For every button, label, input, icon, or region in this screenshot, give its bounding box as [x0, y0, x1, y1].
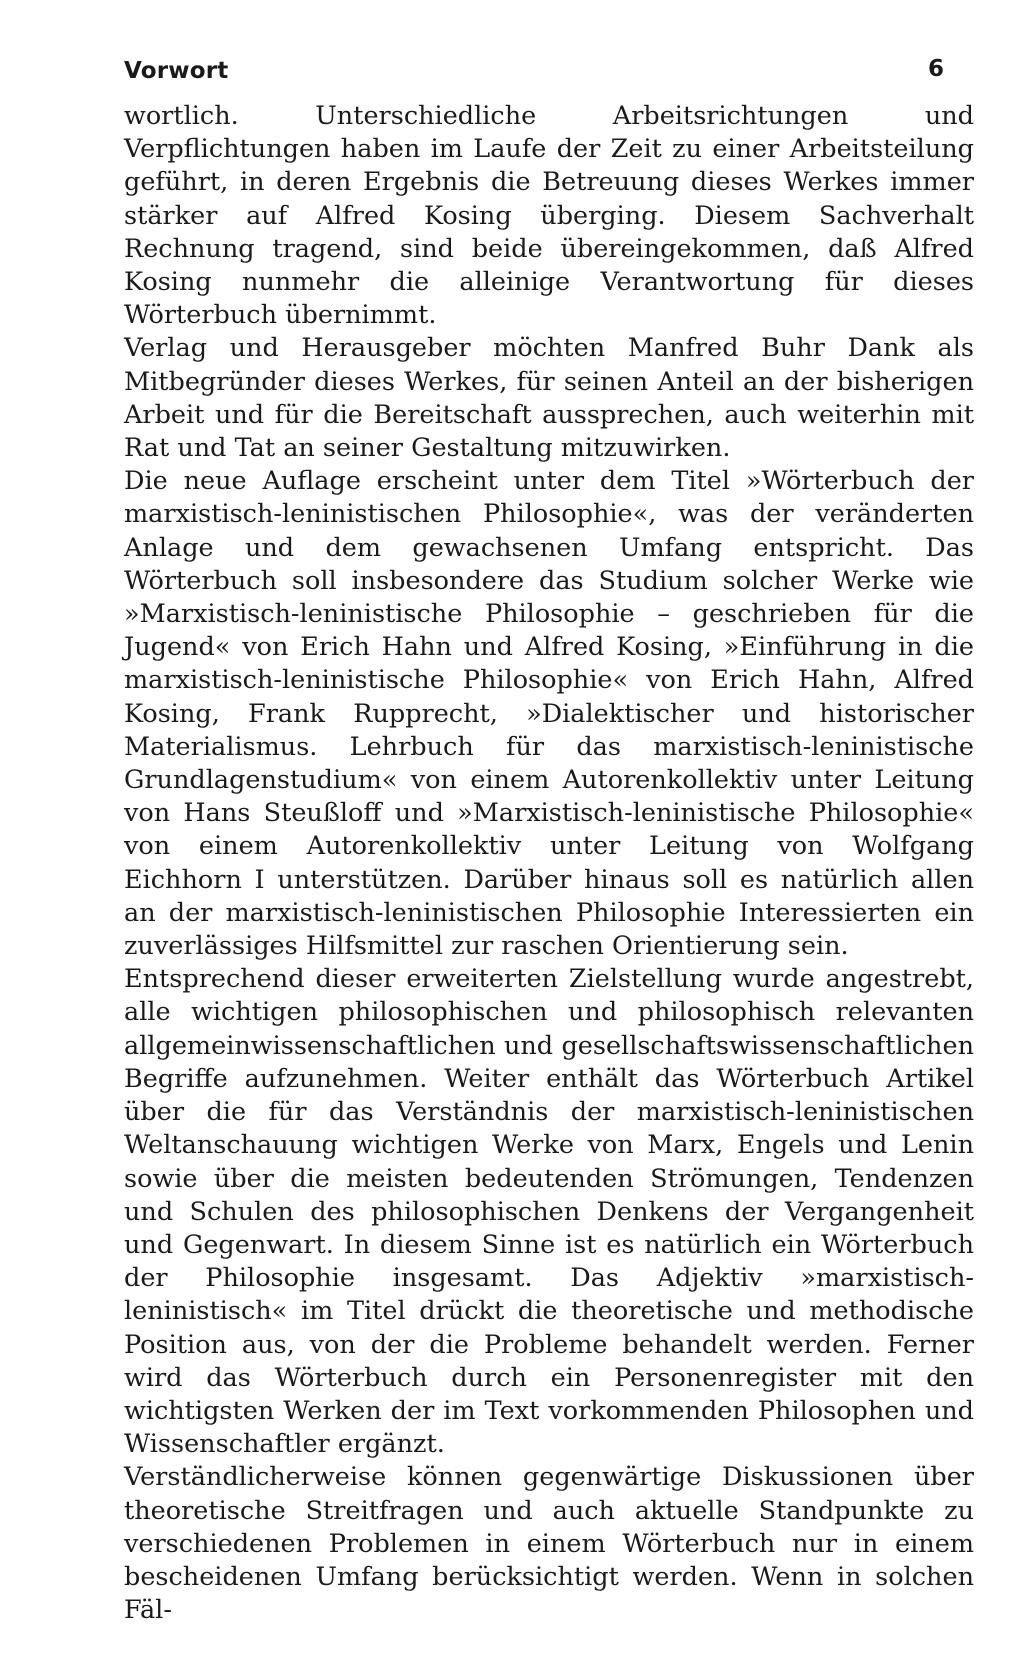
running-header	[124, 50, 974, 90]
paragraph-1: wortlich. Unterschiedliche Arbeitsrichtungen und Verpflichtungen haben im Laufe der Zeit zu einer Arbeitsteilung geführt, in deren Ergebnis die Betreuung dieses Werkes immer stärker auf Alfred Kosing überging. Diesem Sachverhalt Rechnung tragend, sind beide übereingekommen, daß Alfred Kosing nunmehr die alleinige Verantwortung für dieses Wörterbuch übernimmt.	[124, 101, 974, 331]
paragraph-3: Die neue Auflage erscheint unter dem Titel »Wörterbuch der marxistisch-leninistischen Philosophie«, was der veränderten Anlage und dem gewachsenen Umfang entspricht. Das Wörterbuch soll insbesondere das Studium solcher Werke wie »Marxistisch-leninistische Philosophie – geschrieben für die Jugend« von Erich Hahn und Alfred Kosing, »Einführung in die marxistisch-leninistische Philosophie« von Erich Hahn, Alfred Kosing, Frank Rupprecht, »Dialektischer und historischer Materialismus. Lehrbuch für das marxistisch-leninistische Grundlagenstudium« von einem Autorenkollektiv unter Leitung von Hans Steußloff und »Marxistisch-leninistische Philosophie« von einem Autorenkollektiv unter Leitung von Wolfgang Eichhorn I unterstützen. Darüber hinaus soll es natürlich allen an der marxistisch-leninistischen Philosophie Interessierten ein zuverlässiges Hilfsmittel zur raschen Orientierung sein.	[124, 466, 974, 962]
paragraph-4: Entsprechend dieser erweiterten Zielstellung wurde angestrebt, alle wichtigen philosophischen und philosophisch relevanten allgemeinwissenschaftlichen und gesellschaftswissenschaftlichen Begriffe aufzunehmen. Weiter enthält das Wörterbuch Artikel über die für das Verständnis der marxistisch-leninistischen Weltanschauung wichtigen Werke von Marx, Engels und Lenin sowie über die meisten bedeutenden Strömungen, Tendenzen und Schulen des philosophischen Denkens der Vergangenheit und Gegenwart. In diesem Sinne ist es natürlich ein Wörterbuch der Philosophie insgesamt. Das Adjektiv »marxistisch-leninistisch« im Titel drückt die theoretische und methodische Position aus, von der die Probleme behandelt werden. Ferner wird das Wörterbuch durch ein Personenregister mit den wichtigsten Werken der im Text vorkommenden Philosophen und Wissenschaftler ergänzt.	[124, 964, 974, 1460]
chapter-title: Vorwort	[124, 58, 229, 84]
book-page	[124, 50, 974, 1627]
paragraph-2: Verlag und Herausgeber möchten Manfred Buhr Dank als Mitbegründer dieses Werkes, für seinen Anteil an der bisherigen Arbeit und für die Bereitschaft aussprechen, auch weiterhin mit Rat und Tat an seiner Gestaltung mitzuwirken.	[124, 333, 974, 464]
body-text	[124, 100, 974, 1627]
page-number: 6	[927, 56, 944, 82]
paragraph-5: Verständlicherweise können gegenwärtige Diskussionen über theoretische Streitfragen und auch aktuelle Standpunkte zu verschiedenen Problemen in einem Wörterbuch nur in einem bescheidenen Umfang berücksichtigt werden. Wenn in solchen Fäl-	[124, 1462, 974, 1626]
